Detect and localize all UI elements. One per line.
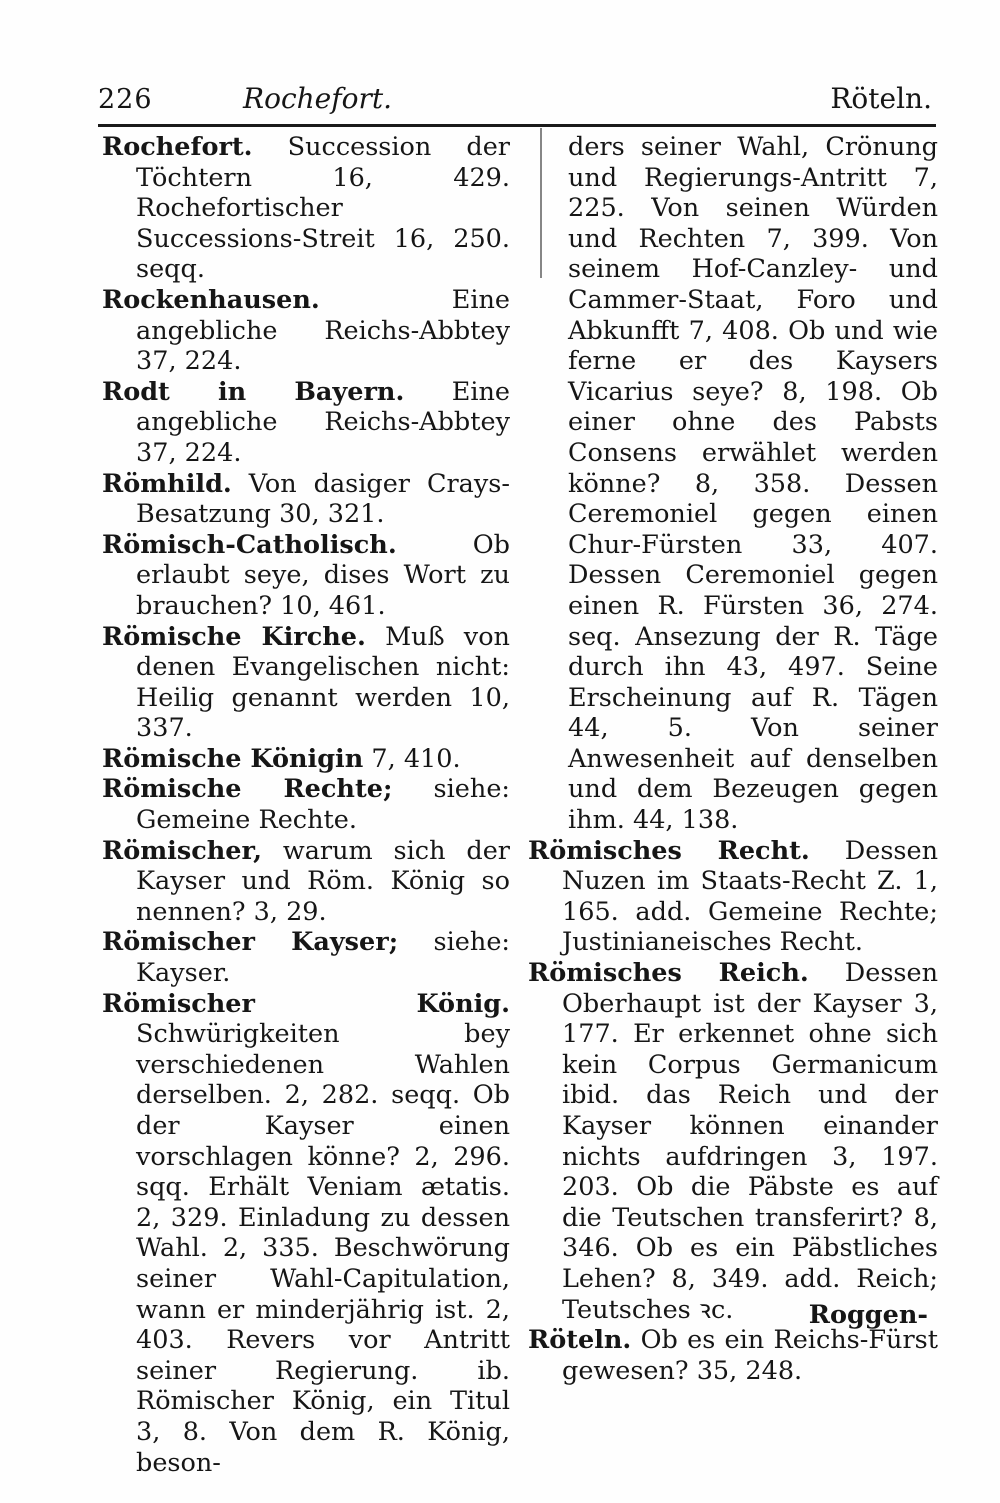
index-entry — [528, 1325, 938, 1386]
entry-text: Muß von denen Evangelischen nicht: Heilig genannt werden 10, 337. — [136, 621, 510, 744]
entry-text: ders seiner Wahl, Crönung und Regierungs-Antritt 7, 225. Von seinen Würden und Rechten 7, 399. Von seinem Hof-Canzley- und Cammer-Staat, Foro und Abkunfft 7, 408. Ob und wie ferne er des Kaysers Vicarius seye? 8, 198. Ob einer ohne des Pabsts Consens erwählet werden könne? 8, 358. Dessen Ceremoniel gegen einen Chur-Fürsten 33, 407. Dessen Ceremoniel gegen einen R. Fürsten 36, 274. seq. Ansezung der R. Täge durch ihn 43, 497. Seine Erscheinung auf R. Tägen 44, 5. Von seiner Anwesenheit auf denselben und dem Bezeugen gegen ihm. 44, 138. — [568, 132, 938, 836]
entry-headword: Römischer König. — [102, 988, 510, 1019]
entry-headword: Römische Kirche. — [102, 621, 366, 652]
right-column — [528, 132, 938, 1386]
catchword: Roggen- — [808, 1300, 928, 1330]
header-rule — [98, 124, 936, 127]
index-entry — [102, 744, 510, 775]
left-column — [102, 132, 510, 1478]
entry-headword: Röteln. — [528, 1325, 632, 1356]
entry-headword: Römische Rechte; — [102, 774, 393, 805]
entry-headword: Römisches Reich. — [528, 958, 809, 989]
entry-text: siehe: Gemeine Rechte. — [136, 774, 510, 836]
entry-text: Von dasiger Crays-Besatzung 30, 321. — [136, 468, 510, 530]
entry-headword: Römische Königin — [102, 743, 364, 774]
entry-text: siehe: Kayser. — [136, 927, 510, 989]
running-head-left: Rochefort. — [243, 82, 392, 115]
entry-text: Ob es ein Reichs-Fürst gewesen? 35, 248. — [562, 1325, 938, 1386]
entry-text: Eine angebliche Reichs-Abbtey 37, 224. — [136, 284, 510, 377]
entry-text: Dessen Nuzen im Staats-Recht Z. 1, 165. add. Gemeine Rechte; Justinianeisches Recht. — [562, 835, 938, 958]
entry-text: Dessen Oberhaupt ist der Kayser 3, 177. Er erkennet ohne sich kein Corpus Germanicum ibid. das Reich und der Kayser können einander nichts aufdringen 3, 197. 203. Ob die Päbste es auf die Teutschen transferirt? 8, 346. Ob es ein Päbstliches Lehen? 8, 349. add. Reich; Teutsches ꝛc. — [562, 958, 938, 1325]
index-entry — [102, 622, 510, 744]
entry-headword: Rodt in Bayern. — [102, 376, 405, 407]
index-entry — [102, 989, 510, 1479]
entry-text: Schwürigkeiten bey verschiedenen Wahlen derselben. 2, 282. seqq. Ob der Kayser einen vorschlagen könne? 2, 296. sqq. Erhält Veniam ætatis. 2, 329. Einladung zu dessen Wahl. 2, 335. Beschwörung seiner Wahl-Capitulation, wann er minderjährig ist. 2, 403. Revers vor Antritt seiner Regierung. ib. Römischer König, ein Titul 3, 8. Von dem R. König, beson- — [136, 1019, 510, 1478]
index-entry — [102, 927, 510, 988]
entry-text: Ob erlaubt seye, dises Wort zu brauchen? 10, 461. — [136, 529, 510, 621]
index-entry — [528, 836, 938, 958]
entry-headword: Römischer Kayser; — [102, 927, 399, 958]
entry-text: 7, 410. — [363, 743, 461, 774]
index-entry — [102, 530, 510, 622]
index-entry — [102, 285, 510, 377]
page-number: 226 — [98, 84, 153, 115]
index-entry — [102, 132, 510, 285]
index-entry-continuation — [528, 132, 938, 836]
index-entry — [102, 774, 510, 835]
entry-headword: Römisches Recht. — [528, 835, 810, 866]
entry-headword: Römhild. — [102, 468, 232, 499]
entry-headword: Römisch-Catholisch. — [102, 529, 397, 560]
entry-headword: Rockenhausen. — [102, 284, 320, 315]
entry-text: Eine angebliche Reichs-Abbtey 37, 224. — [136, 376, 510, 468]
index-entry — [102, 469, 510, 530]
page-header — [98, 80, 938, 120]
index-entry — [528, 958, 938, 1325]
entry-headword: Römischer, — [102, 835, 262, 866]
entry-text: warum sich der Kayser und Röm. König so nennen? 3, 29. — [136, 835, 510, 927]
index-entry — [102, 377, 510, 469]
entry-headword: Rochefort. — [102, 132, 253, 162]
index-entry — [102, 836, 510, 928]
entry-text: Succession der Töchtern 16, 429. Rochefortischer Successions-Streit 16, 250. seqq. — [136, 132, 510, 285]
running-head-right: Röteln. — [830, 82, 932, 115]
